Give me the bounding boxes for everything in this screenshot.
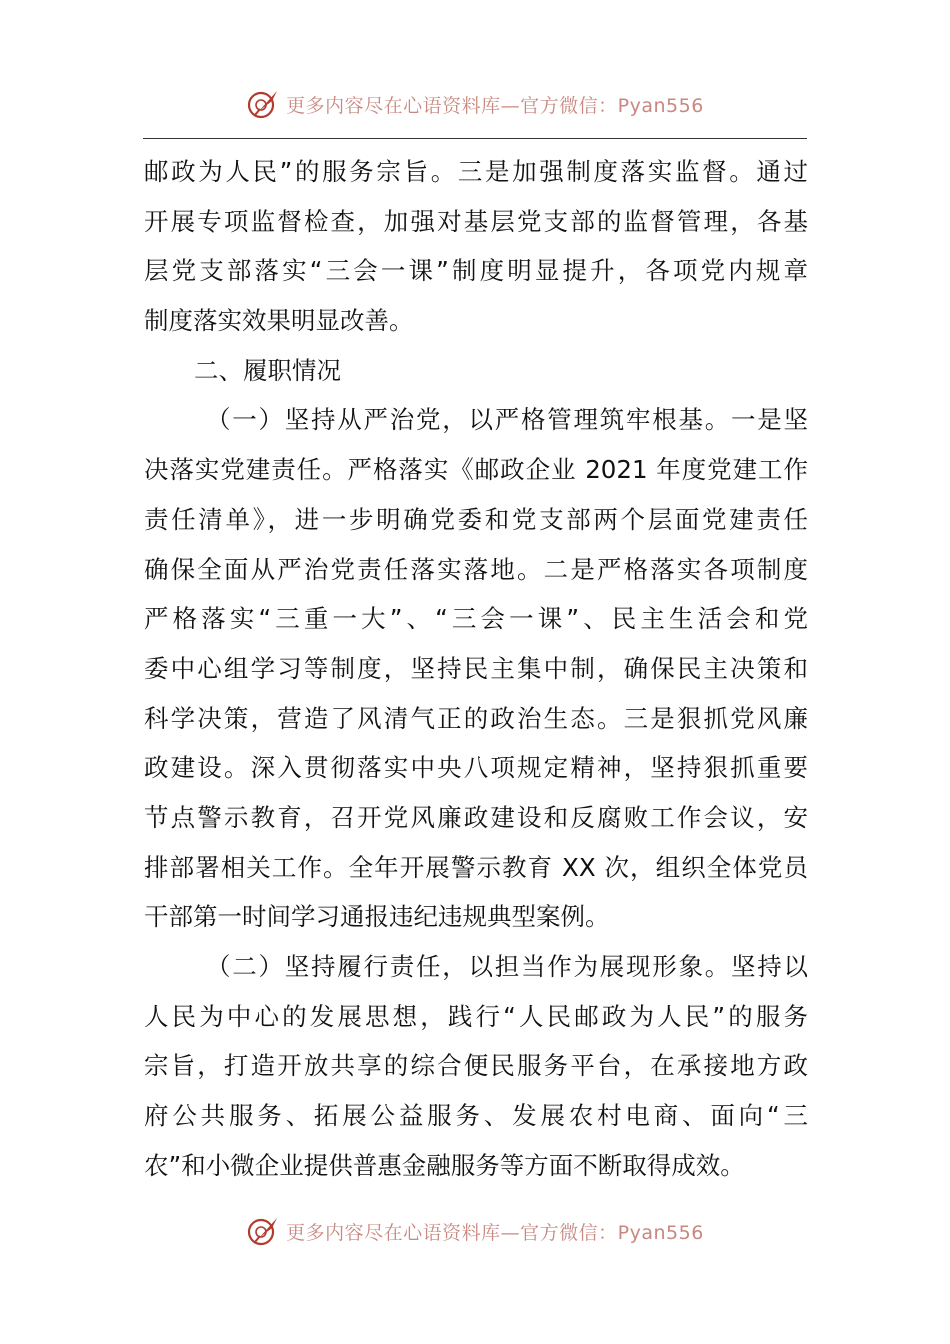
- paragraph-continuation: [144, 147, 808, 346]
- text-line: 层党支部落实“三会一课”制度明显提升，各项党内规章: [144, 256, 808, 286]
- text-line: 开展专项监督检查，加强对基层党支部的监督管理，各基: [144, 206, 808, 236]
- text-line: 邮政为人民”的服务宗旨。三是加强制度落实监督。通过: [144, 157, 808, 186]
- header-banner: [0, 84, 950, 124]
- text-line: 人民为中心的发展思想，践行“人民邮政为人民”的服务: [144, 1001, 808, 1031]
- banner-text: [286, 1218, 704, 1245]
- banner-wechat-id: Pyan556: [617, 1221, 704, 1244]
- text-line: 节点警示教育，召开党风廉政建设和反腐败工作会议，安: [144, 802, 808, 832]
- text-line: 排部署相关工作。全年开展警示教育 XX 次，组织全体党员: [144, 852, 808, 882]
- header-divider: [143, 138, 807, 139]
- text-line: 农”和小微企业提供普惠金融服务等方面不断取得成效。: [144, 1150, 745, 1180]
- paragraph-strict-governance: [144, 395, 808, 942]
- text-line: （二）坚持履行责任，以担当作为展现形象。坚持以: [206, 952, 808, 981]
- banner-text: [286, 91, 704, 118]
- text-line: 干部第一时间学习通报违纪违规典型案例。: [144, 902, 610, 932]
- text-line: （一）坚持从严治党，以严格管理筑牢根基。一是坚: [206, 405, 808, 435]
- banner-wechat-id: Pyan556: [617, 94, 704, 117]
- quill-logo-icon: [246, 1214, 280, 1248]
- text-line: 制度落实效果明显改善。: [144, 306, 414, 336]
- text-line: 政建设。深入贯彻落实中央八项规定精神，坚持狠抓重要: [144, 753, 808, 783]
- document-body: [144, 147, 808, 1190]
- quill-logo-icon: [246, 87, 280, 121]
- text-line: 科学决策，营造了风清气正的政治生态。三是狠抓党风廉: [144, 703, 808, 733]
- text-line: 严格落实“三重一大”、“三会一课”、民主生活会和党: [144, 604, 808, 634]
- section-heading-text: 二、履职情况: [194, 355, 341, 385]
- text-line: 责任清单》，进一步明确党委和党支部两个层面党建责任: [144, 504, 808, 534]
- section-heading: [144, 346, 808, 396]
- footer-banner: [0, 1211, 950, 1251]
- text-line: 府公共服务、拓展公益服务、发展农村电商、面向“三: [144, 1101, 808, 1131]
- text-line: 委中心组学习等制度，坚持民主集中制，确保民主决策和: [144, 653, 808, 683]
- banner-text-cn: 更多内容尽在心语资料库—官方微信：: [286, 1221, 618, 1244]
- text-line: 确保全面从严治党责任落实落地。二是严格落实各项制度: [144, 554, 808, 584]
- text-line: 宗旨，打造开放共享的综合便民服务平台，在承接地方政: [144, 1051, 808, 1081]
- banner-text-cn: 更多内容尽在心语资料库—官方微信：: [286, 94, 618, 117]
- text-line: 决落实党建责任。严格落实《邮政企业 2021 年度党建工作: [144, 455, 808, 485]
- paragraph-responsibility: [144, 942, 808, 1190]
